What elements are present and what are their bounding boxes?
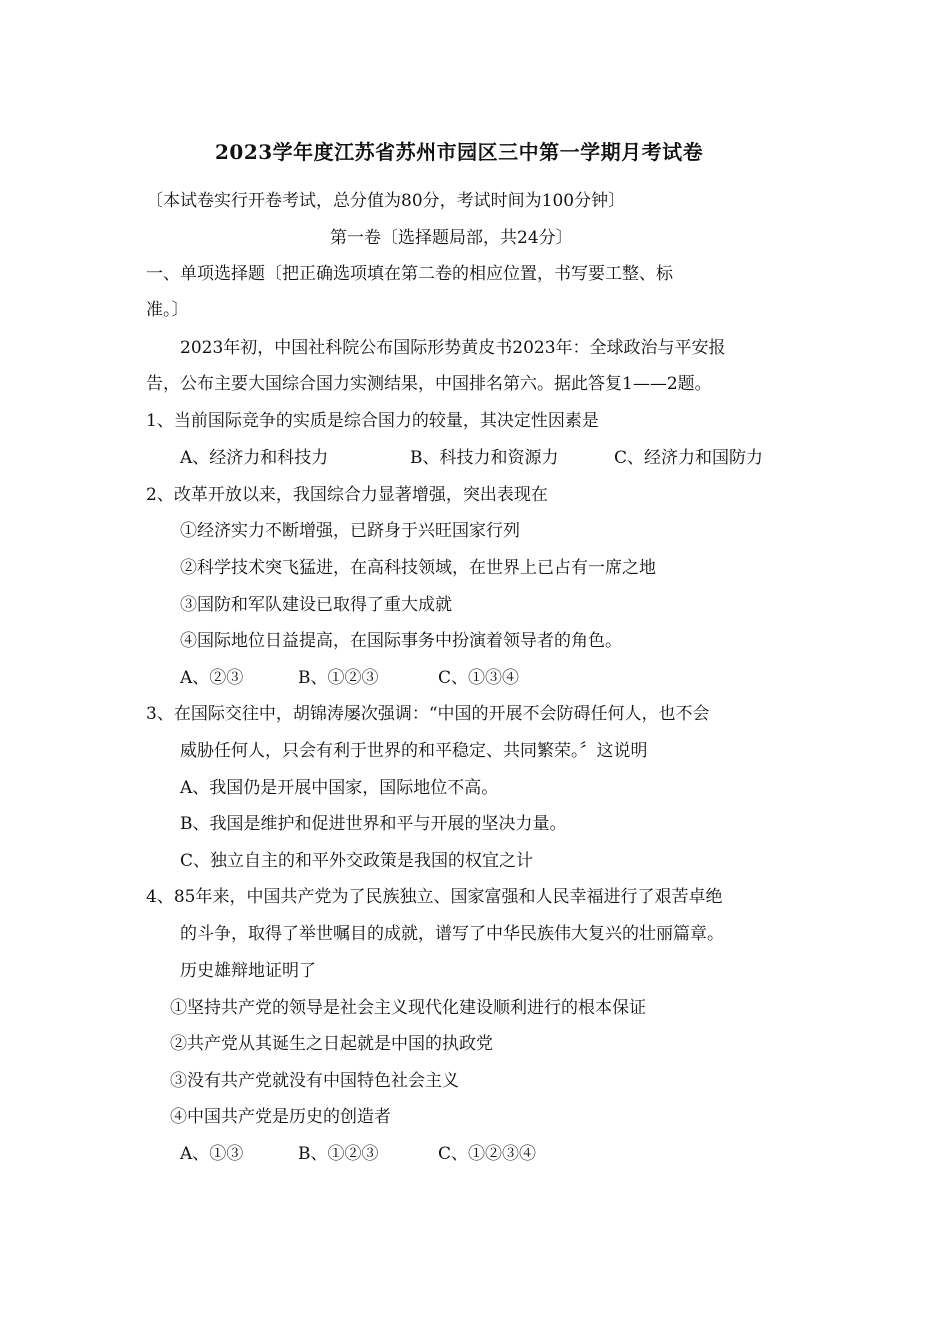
q2-item-1: ①经济实力不断增强，已跻身于兴旺国家行列 <box>180 521 520 541</box>
q4-option-c: C、①②③④ <box>438 1144 537 1164</box>
q4-stem-line2: 的斗争，取得了举世嘱目的成就，谱写了中华民族伟大复兴的壮丽篇章。 <box>180 924 724 944</box>
q4-option-a: A、①③ <box>180 1144 244 1164</box>
page-title: 2023学年度江苏省苏州市园区三中第一学期月考试卷 <box>215 140 704 164</box>
q1-stem: 1、当前国际竞争的实质是综合国力的较量，其决定性因素是 <box>146 411 599 431</box>
part1-header: 第一卷〔选择题局部，共24分〕 <box>330 228 573 248</box>
q2-item-3: ③国防和军队建设已取得了重大成就 <box>180 595 452 615</box>
q4-item-3: ③没有共产党就没有中国特色社会主义 <box>170 1071 459 1091</box>
q1-option-b: B、科技力和资源力 <box>410 448 559 468</box>
q4-stem-line1: 4、85年来，中国共产党为了民族独立、国家富强和人民幸福进行了艰苦卓绝 <box>146 887 723 907</box>
q3-stem-line1: 3、在国际交往中，胡锦涛屡次强调：“中国的开展不会防碍任何人，也不会 <box>146 704 710 724</box>
q1-options <box>180 446 763 470</box>
q3-option-c: C、独立自主的和平外交政策是我国的权宜之计 <box>180 851 534 871</box>
q4-option-b: B、①②③ <box>298 1144 379 1164</box>
q4-options <box>180 1142 536 1166</box>
section1-heading-line1: 一、单项选择题〔把正确选项填在第二卷的相应位置，书写要工整、标 <box>146 264 673 284</box>
q2-stem: 2、改革开放以来，我国综合力显著增强，突出表现在 <box>146 485 548 505</box>
q2-option-b: B、①②③ <box>298 668 379 688</box>
exam-note: 〔本试卷实行开卷考试，总分值为80分，考试时间为100分钟〕 <box>146 191 626 211</box>
q2-item-2: ②科学技术突飞猛进，在高科技领域，在世界上已占有一席之地 <box>180 558 656 578</box>
q2-item-4: ④国际地位日益提高，在国际事务中扮演着领导者的角色。 <box>180 631 622 651</box>
q4-item-4: ④中国共产党是历史的创造者 <box>170 1107 391 1127</box>
q3-option-b: B、我国是维护和促进世界和平与开展的坚决力量。 <box>180 814 567 834</box>
q1-option-c: C、经济力和国防力 <box>614 448 764 468</box>
q3-option-a: A、我国仍是开展中国家，国际地位不高。 <box>180 778 499 798</box>
q1-option-a: A、经济力和科技力 <box>180 448 329 468</box>
q4-item-2: ②共产党从其诞生之日起就是中国的执政党 <box>170 1034 493 1054</box>
q2-option-a: A、②③ <box>180 668 244 688</box>
passage-line2: 告，公布主要大国综合国力实测结果，中国排名第六。据此答复1——2题。 <box>146 374 712 394</box>
q3-stem-line2: 威胁任何人，只会有利于世界的和平稳定、共同繁荣。〞这说明 <box>180 741 648 761</box>
q2-option-c: C、①③④ <box>438 668 520 688</box>
passage-line1: 2023年初，中国社科院公布国际形势黄皮书2023年：全球政治与平安报 <box>180 338 726 358</box>
q4-stem-line3: 历史雄辩地证明了 <box>180 961 316 981</box>
section1-heading-line2: 准。〕 <box>146 300 189 320</box>
q4-item-1: ①坚持共产党的领导是社会主义现代化建设顺利进行的根本保证 <box>170 998 646 1018</box>
q2-options <box>180 666 519 690</box>
